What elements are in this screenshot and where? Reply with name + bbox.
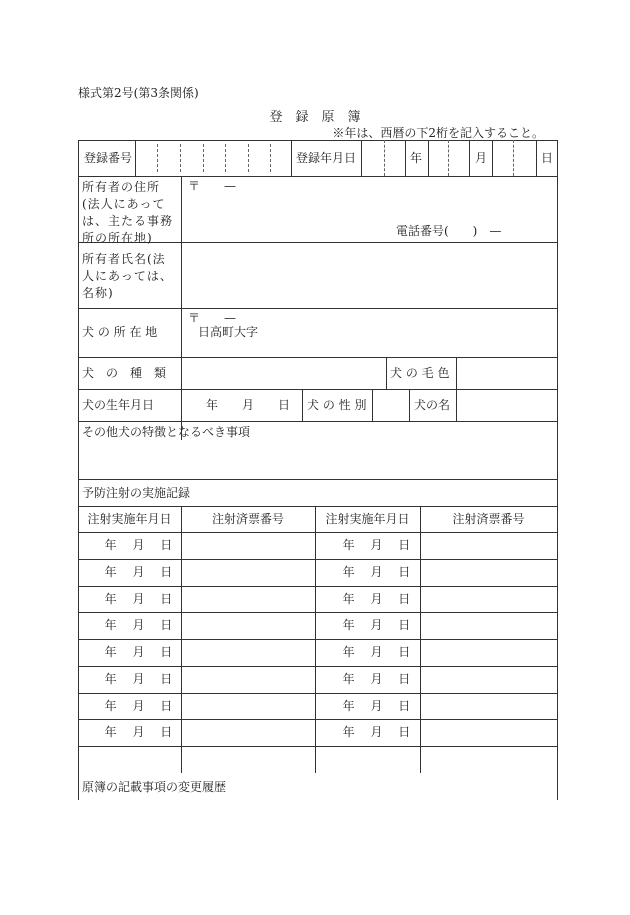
vaccination-date-left: 年 月 日 xyxy=(104,618,173,632)
dog-name-label: 犬の名 xyxy=(414,398,451,412)
vaccination-tag-right[interactable] xyxy=(421,640,556,666)
form-number: 様式第2号(第3条関係) xyxy=(78,86,199,100)
table-rule xyxy=(536,140,537,176)
vaccination-date-left: 年 月 日 xyxy=(104,672,173,686)
year-unit: 年 xyxy=(410,151,423,165)
dog-location-field[interactable] xyxy=(182,309,556,356)
vaccination-tag-left[interactable] xyxy=(182,560,314,586)
registration-month-field[interactable] xyxy=(429,141,469,175)
vaccination-column-header: 注射実施年月日 xyxy=(325,512,410,526)
dog-name-field[interactable] xyxy=(457,390,556,420)
dog-location-label: 犬 の 所 在 地 xyxy=(82,325,158,339)
vaccination-tag-right[interactable] xyxy=(421,560,556,586)
dog-sex-label: 犬 の 性 別 xyxy=(307,398,367,412)
vaccination-date-right: 年 月 日 xyxy=(342,538,411,552)
vaccination-tag-left[interactable] xyxy=(182,613,314,639)
table-rule xyxy=(409,389,410,421)
vaccination-date-left: 年 月 日 xyxy=(104,565,173,579)
vaccination-tag-left[interactable] xyxy=(182,667,314,693)
table-rule xyxy=(557,140,558,800)
change-history-field[interactable] xyxy=(79,796,556,800)
month-unit: 月 xyxy=(475,151,488,165)
vaccination-tag-right[interactable] xyxy=(421,667,556,693)
vaccination-tag-left[interactable] xyxy=(182,587,314,612)
vaccination-date-left: 年 月 日 xyxy=(104,725,173,739)
vaccination-column-header: 注射済票番号 xyxy=(211,512,284,526)
table-rule xyxy=(78,746,557,747)
dog-location-value: 日高町大字 xyxy=(198,325,259,339)
table-rule xyxy=(78,479,557,480)
vaccination-date-left: 年 月 日 xyxy=(104,645,173,659)
vaccination-date-right: 年 月 日 xyxy=(342,565,411,579)
vaccination-date-left: 年 月 日 xyxy=(104,538,173,552)
document-title: 登録原簿 xyxy=(269,110,374,125)
vaccination-date-right: 年 月 日 xyxy=(342,725,411,739)
table-rule xyxy=(405,140,406,176)
dog-location-postal: 〒 — xyxy=(188,311,237,325)
owner-address-label: 所有者の住所 (法人にあって は、主たる事務 所の所在地) xyxy=(82,180,174,245)
vaccination-date-right: 年 月 日 xyxy=(342,618,411,632)
vaccination-tag-right[interactable] xyxy=(421,694,556,719)
vaccination-tag-right[interactable] xyxy=(421,533,556,559)
dog-features-field[interactable] xyxy=(79,442,556,478)
year-note: ※年は、西暦の下2桁を記入すること。 xyxy=(332,126,544,140)
registration-number-field[interactable] xyxy=(136,141,290,175)
dog-features-label: その他犬の特徴となるべき事項 xyxy=(82,425,251,439)
table-rule xyxy=(291,140,292,176)
owner-address-field[interactable] xyxy=(182,177,556,241)
vaccination-tag-left[interactable] xyxy=(182,720,314,746)
owner-phone: 電話番号( ) — xyxy=(396,224,502,238)
dog-coat-label: 犬 の 毛 色 xyxy=(390,366,450,380)
vaccination-tag-right[interactable] xyxy=(421,720,556,746)
vaccination-date-right: 年 月 日 xyxy=(342,699,411,713)
table-rule xyxy=(78,506,557,507)
day-unit: 日 xyxy=(541,151,554,165)
vaccination-tag-left[interactable] xyxy=(182,640,314,666)
owner-address-postal: 〒 — xyxy=(188,179,237,193)
vaccination-column-header: 注射実施年月日 xyxy=(87,512,172,526)
dog-coat-field[interactable] xyxy=(457,358,556,388)
registration-year-field[interactable] xyxy=(362,141,404,175)
table-rule xyxy=(78,421,557,422)
vaccination-column-header: 注射済票番号 xyxy=(452,512,525,526)
registration-day-field[interactable] xyxy=(493,141,536,175)
vaccination-section-label: 予防注射の実施記録 xyxy=(82,486,191,500)
registration-number-label: 登録番号 xyxy=(84,151,133,165)
vaccination-date-right: 年 月 日 xyxy=(342,672,411,686)
table-rule xyxy=(386,357,387,389)
vaccination-tag-left[interactable] xyxy=(182,694,314,719)
vaccination-tag-right[interactable] xyxy=(421,613,556,639)
dog-breed-label: 犬 の 種 類 xyxy=(82,366,167,380)
vaccination-date-right: 年 月 日 xyxy=(342,645,411,659)
dog-birth-label: 犬の生年月日 xyxy=(82,398,155,412)
owner-name-label: 所有者氏名(法 人にあっては、 名称) xyxy=(82,252,173,300)
dog-sex-field[interactable] xyxy=(373,390,408,420)
registration-date-label: 登録年月日 xyxy=(296,151,357,165)
vaccination-date-left: 年 月 日 xyxy=(104,592,173,606)
vaccination-date-left: 年 月 日 xyxy=(104,699,173,713)
table-rule xyxy=(302,389,303,421)
dog-birth-value: 年 月 日 xyxy=(206,398,291,412)
owner-name-field[interactable] xyxy=(182,243,556,307)
change-history-label: 原簿の記載事項の変更履歴 xyxy=(82,780,227,794)
vaccination-date-right: 年 月 日 xyxy=(342,592,411,606)
table-rule xyxy=(469,140,470,176)
vaccination-tag-right[interactable] xyxy=(421,587,556,612)
vaccination-tag-left[interactable] xyxy=(182,533,314,559)
dog-breed-field[interactable] xyxy=(182,358,385,388)
